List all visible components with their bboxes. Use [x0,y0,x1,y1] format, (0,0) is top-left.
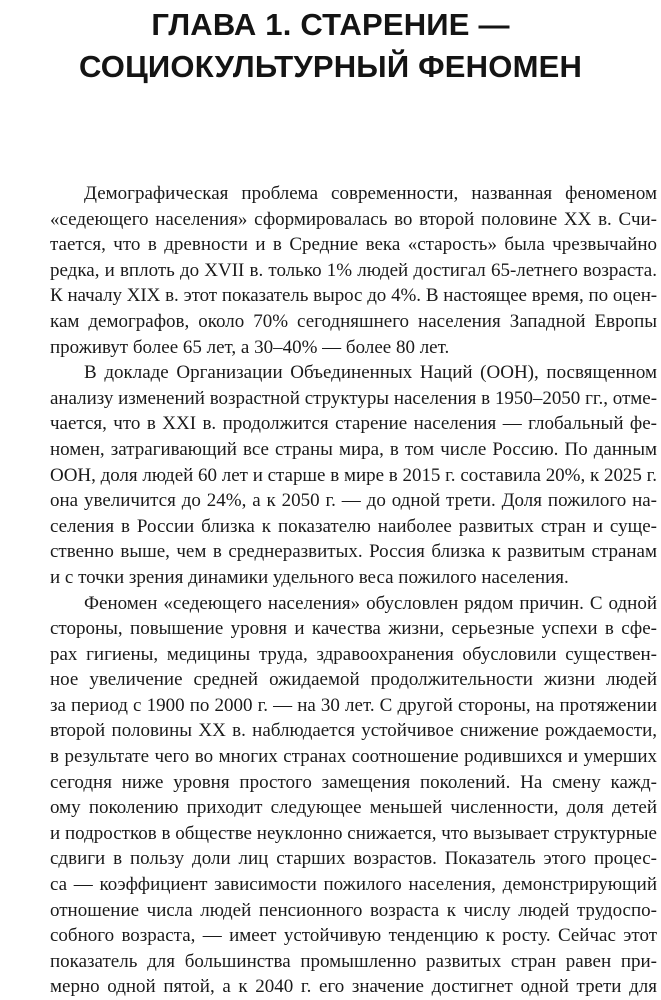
chapter-title-line-2: СОЦИОКУЛЬТУРНЫЙ ФЕНОМЕН [78,49,583,84]
text-line: «седеющего населения» сформировалась во второй половине XX в. Счи- [50,208,657,230]
text-line: и с точки зрения динамики удельного веса пожилого населения. [50,566,569,588]
text-line: сегодня ниже уровня простого замещения поколений. На смену кажд- [50,771,657,793]
text-line: В докладе Организации Объединенных Наций (ООН), посвященном [84,362,657,384]
text-line: показатель для большинства промышленно развитых стран равен при- [50,950,657,972]
paragraph-3 [50,591,657,1000]
chapter-body [50,181,657,1000]
text-line: са — коэффициент зависимости пожилого населения, демонстрирующий [50,874,657,896]
text-line: селения в России близка к показателю наиболее развитых стран и суще- [50,515,657,537]
text-line: кам демографов, около 70% сегодняшнего населения Западной Европы [50,310,657,332]
text-line: Демографическая проблема современности, названная феноменом [84,183,657,204]
text-line: собного возраста, — имеет устойчивую тенденцию к росту. Сейчас этот [50,925,657,947]
text-line: и подростков в обществе неуклонно снижается, что вызывает структурные [50,822,657,844]
text-line: проживут более 65 лет, а 30–40% — более 80 лет. [50,336,450,358]
text-line: мерно одной пятой, а к 2040 г. его значение достигнет одной трети для [50,976,657,998]
text-line: ООН, доля людей 60 лет и старше в мире в 2015 г. составила 20%, к 2025 г. [50,464,657,486]
text-line: ственно выше, чем в среднеразвитых. Россия близка к развитым странам [50,541,657,563]
text-line: чается, что в XXI в. продолжится старение населения — глобальный фе- [50,413,657,435]
text-line: номен, затрагивающий все страны мира, в том числе Россию. По данным [50,438,657,460]
text-line: К началу XIX в. этот показатель вырос до 4%. В настоящее время, по оцен- [50,285,657,307]
paragraph-2 [50,360,657,590]
text-line: рах гигиены, медицины труда, здравоохранения обусловили существен- [50,643,657,665]
text-line: в результате чего во многих странах соотношение родившихся и умерших [50,746,657,768]
text-line: ное увеличение средней ожидаемой продолжительности жизни людей [50,669,657,691]
text-line: редка, и вплоть до XVII в. только 1% людей достигал 65-летнего возраста. [50,259,657,281]
text-line: тается, что в древности и в Средние века «старость» была чрезвычайно [50,234,657,256]
chapter-title [20,4,641,88]
text-line: анализу изменений возрастной структуры населения в 1950–2050 гг., отме- [50,387,657,409]
text-line: за период с 1900 по 2000 г. — на 30 лет. С другой стороны, на протяжении [50,694,657,716]
text-line: стороны, повышение уровня и качества жизни, серьезные успехи в сфе- [50,618,657,640]
paragraph-1 [50,181,657,360]
text-line: второй половины XX в. наблюдается устойчивое снижение рождаемости, [50,720,657,742]
text-line: ому поколению приходит следующее меньшей численности, доля детей [50,797,657,819]
text-line: она увеличится до 24%, а к 2050 г. — до одной трети. Доля пожилого на- [50,490,657,512]
text-line: сдвиги в пользу доли лиц старших возрастов. Показатель этого процес- [50,848,657,870]
chapter-title-line-1: ГЛАВА 1. СТАРЕНИЕ — [151,7,510,42]
text-line: Феномен «седеющего населения» обусловлен рядом причин. С одной [84,592,657,614]
text-line: отношение числа людей пенсионного возраста к числу людей трудоспо- [50,899,657,921]
